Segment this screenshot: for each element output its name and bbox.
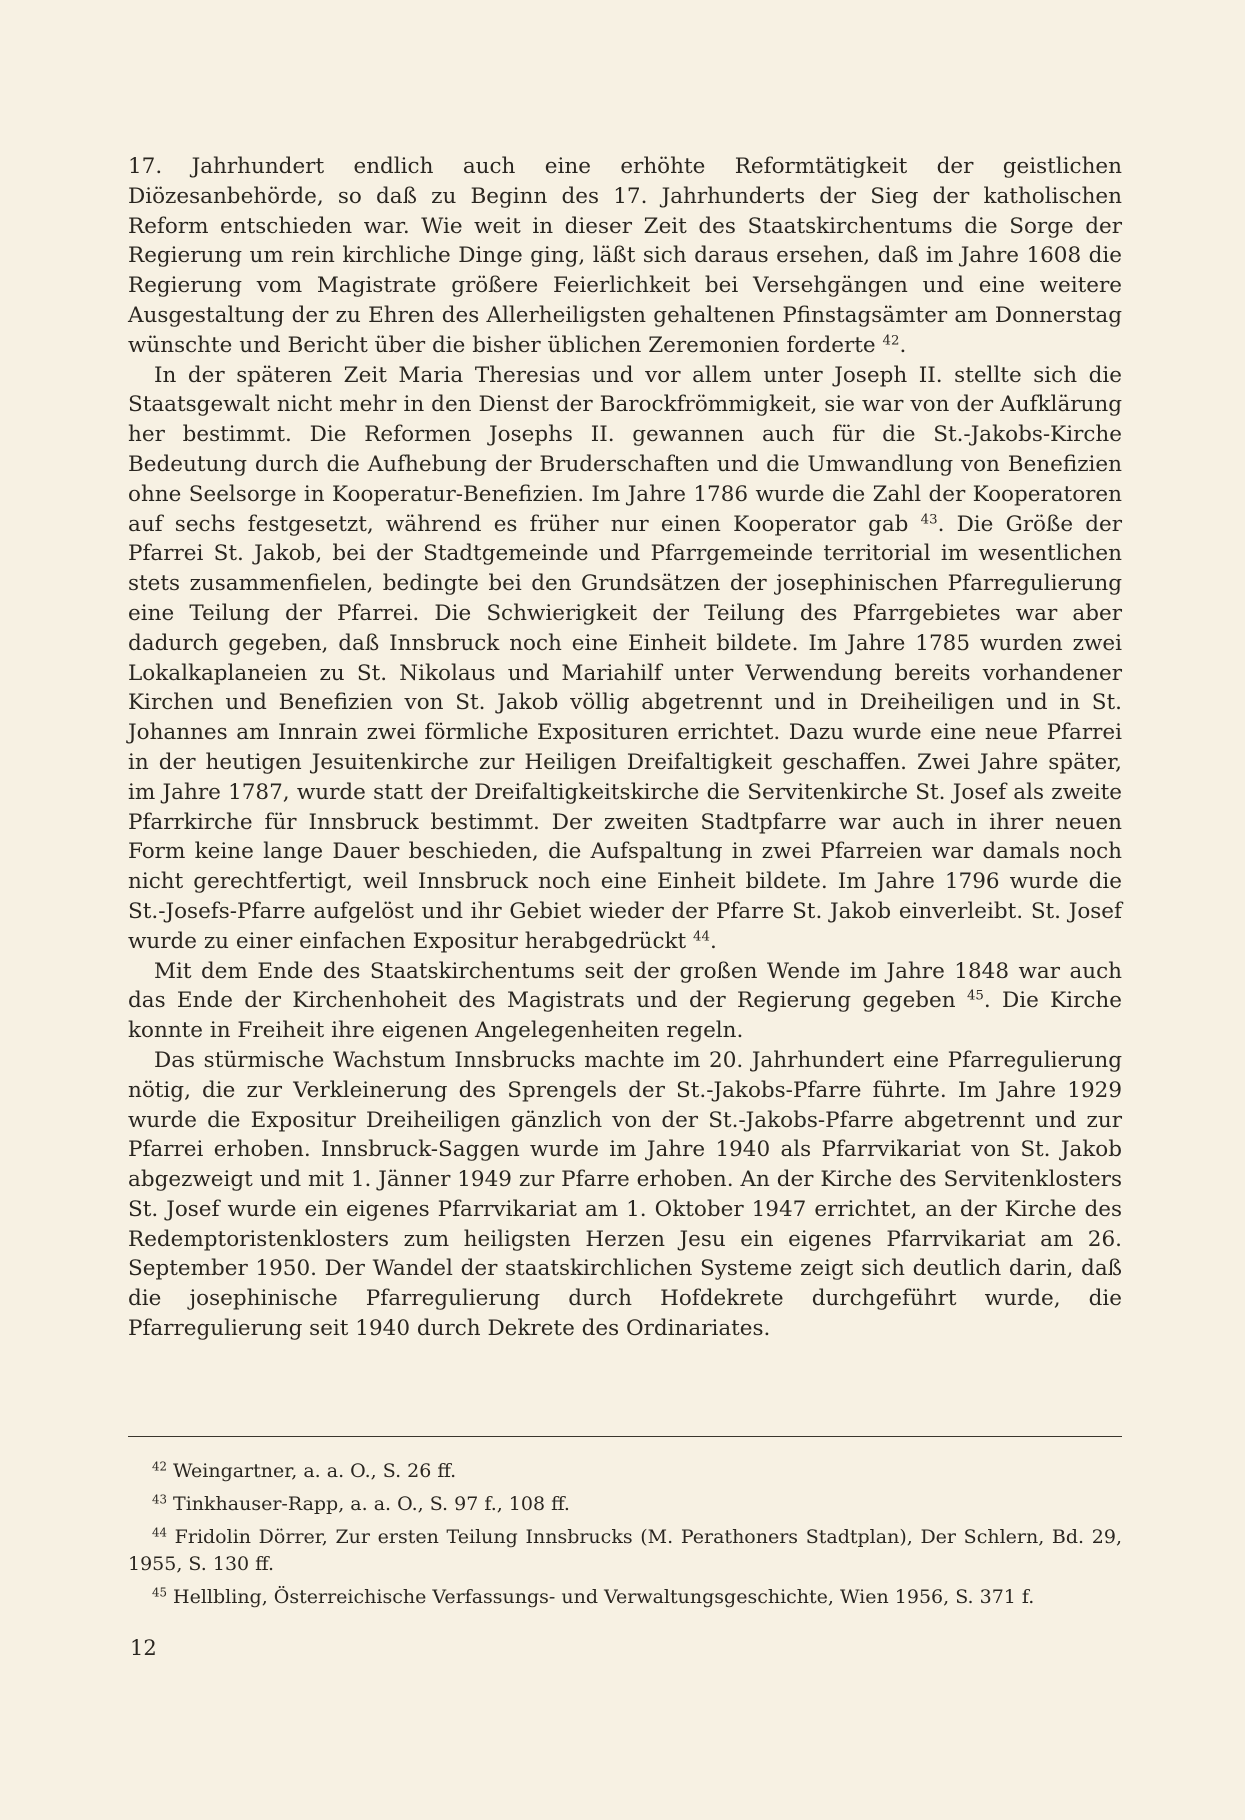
footnote-number: 43 (152, 1492, 167, 1507)
footnote-ref-43: 43 (920, 512, 938, 528)
page-number: 12 (130, 1636, 157, 1660)
footnote-text: Fridolin Dörrer, Zur ersten Teilung Innsbrucks (M. Perathoners Stadtplan), Der Schlern, Bd. 29, 1955, S. 130 ff. (128, 1526, 1122, 1575)
paragraph-2: In der späteren Zeit Maria Theresias und vor allem unter Joseph II. stellte sich die Staatsgewalt nicht mehr in den Dienst der Barockfrömmigkeit, sie war von der Aufklärung her bestimmt. Die Reformen Josephs II. gewannen auch für die St.-Jakobs-Kirche Bedeutung durch die Aufhebung der Bruderschaften und die Umwandlung von Benefizien ohne Seelsorge in Kooperatur-Benefizien. Im Jahre 1786 wurde die Zahl der Kooperatoren auf sechs festgesetzt, während es früher nur einen Kooperator gab $^{43}$. Die Größe der Pfarrei St. Jakob, bei der Stadtgemeinde und Pfarrgemeinde territorial im wesentlichen stets zusammenfielen, bedingte bei den Grundsätzen der josephinischen Pfarregulierung eine Teilung der Pfarrei. Die Schwierigkeit der Teilung des Pfarrgebietes war aber dadurch gegeben, daß Innsbruck noch eine Einheit bildete. Im Jahre 1785 wurden zwei Lokalkaplaneien zu St. Nikolaus und Mariahilf unter Verwendung bereits vorhandener Kirchen und Benefizien von St. Jakob völlig abgetrennt und in Dreiheiligen und in St. Johannes am Innrain zwei förmliche Exposituren errichtet. Dazu wurde eine neue Pfarrei in der heutigen Jesuitenkirche zur Heiligen Dreifaltigkeit geschaffen. Zwei Jahre später, im Jahre 1787, wurde statt der Dreifaltigkeitskirche die Servitenkirche St. Josef als zweite Pfarrkirche für Innsbruck bestimmt. Der zweiten Stadtpfarre war auch in ihrer neuen Form keine lange Dauer beschieden, die Aufspaltung in zwei Pfarreien war damals noch nicht gerechtfertigt, weil Innsbruck noch eine Einheit bildete. Im Jahre 1796 wurde die St.-Josefs-Pfarre aufgelöst und ihr Gebiet wieder der Pfarre St. Jakob einverleibt. St. Josef wurde zu einer einfachen Expositur herabgedrückt $^{44}$. (128, 362, 1122, 954)
footnote-text: Weingartner, a. a. O., S. 26 ff. (173, 1460, 457, 1482)
footnotes (128, 1458, 1122, 1617)
footnote (128, 1584, 1122, 1611)
footnote-number: 44 (152, 1525, 167, 1540)
footnote-text: Hellbling, Österreichische Verfassungs- und Verwaltungsgeschichte, Wien 1956, S. 371 f. (173, 1586, 1035, 1608)
body-text (128, 152, 1122, 1344)
footnote-divider (128, 1436, 1122, 1437)
footnote-number: 42 (152, 1459, 167, 1474)
footnote-ref-42: 42 (882, 333, 900, 349)
footnote (128, 1524, 1122, 1578)
footnote-ref-44: 44 (693, 929, 711, 945)
paragraph-4: Das stürmische Wachstum Innsbrucks machte im 20. Jahrhundert eine Pfarregulierung nötig, die zur Verkleinerung des Sprengels der St.-Jakobs-Pfarre führte. Im Jahre 1929 wurde die Expositur Dreiheiligen gänzlich von der St.-Jakobs-Pfarre abgetrennt und zur Pfarrei erhoben. Innsbruck-Saggen wurde im Jahre 1940 als Pfarrvikariat von St. Jakob abgezweigt und mit 1. Jänner 1949 zur Pfarre erhoben. An der Kirche des Servitenklosters St. Josef wurde ein eigenes Pfarrvikariat am 1. Oktober 1947 errichtet, an der Kirche des Redemptoristenklosters zum heiligsten Herzen Jesu ein eigenes Pfarrvikariat am 26. September 1950. Der Wandel der staatskirchlichen Systeme zeigt sich deutlich darin, daß die josephinische Pfarregulierung durch Hofdekrete durchgeführt wurde, die Pfarregulierung seit 1940 durch Dekrete des Ordinariates. (128, 1047, 1122, 1342)
footnote-ref-45: 45 (966, 988, 984, 1004)
paragraph-1: 17. Jahrhundert endlich auch eine erhöhte Reformtätigkeit der geistlichen Diözesanbehörde, so daß zu Beginn des 17. Jahrhunderts der Sieg der katholischen Reform entschieden war. Wie weit in dieser Zeit des Staatskirchentums die Sorge der Regierung um rein kirchliche Dinge ging, läßt sich daraus ersehen, daß im Jahre 1608 die Regierung vom Magistrate größere Feierlichkeit bei Versehgängen und eine weitere Ausgestaltung der zu Ehren des Allerheiligsten gehaltenen Pfinstagsämter am Donnerstag wünschte und Bericht über die bisher üblichen Zeremonien forderte $^{42}$. (128, 154, 1122, 358)
footnote (128, 1491, 1122, 1518)
footnote-number: 45 (152, 1585, 167, 1600)
paragraph-3: Mit dem Ende des Staatskirchentums seit der großen Wende im Jahre 1848 war auch das Ende der Kirchenhoheit des Magistrats und der Regierung gegeben $^{45}$. Die Kirche konnte in Freiheit ihre eigenen Angelegenheiten regeln. (128, 958, 1123, 1044)
footnote-text: Tinkhauser-Rapp, a. a. O., S. 97 f., 108 ff. (173, 1493, 570, 1515)
footnote (128, 1458, 1122, 1485)
